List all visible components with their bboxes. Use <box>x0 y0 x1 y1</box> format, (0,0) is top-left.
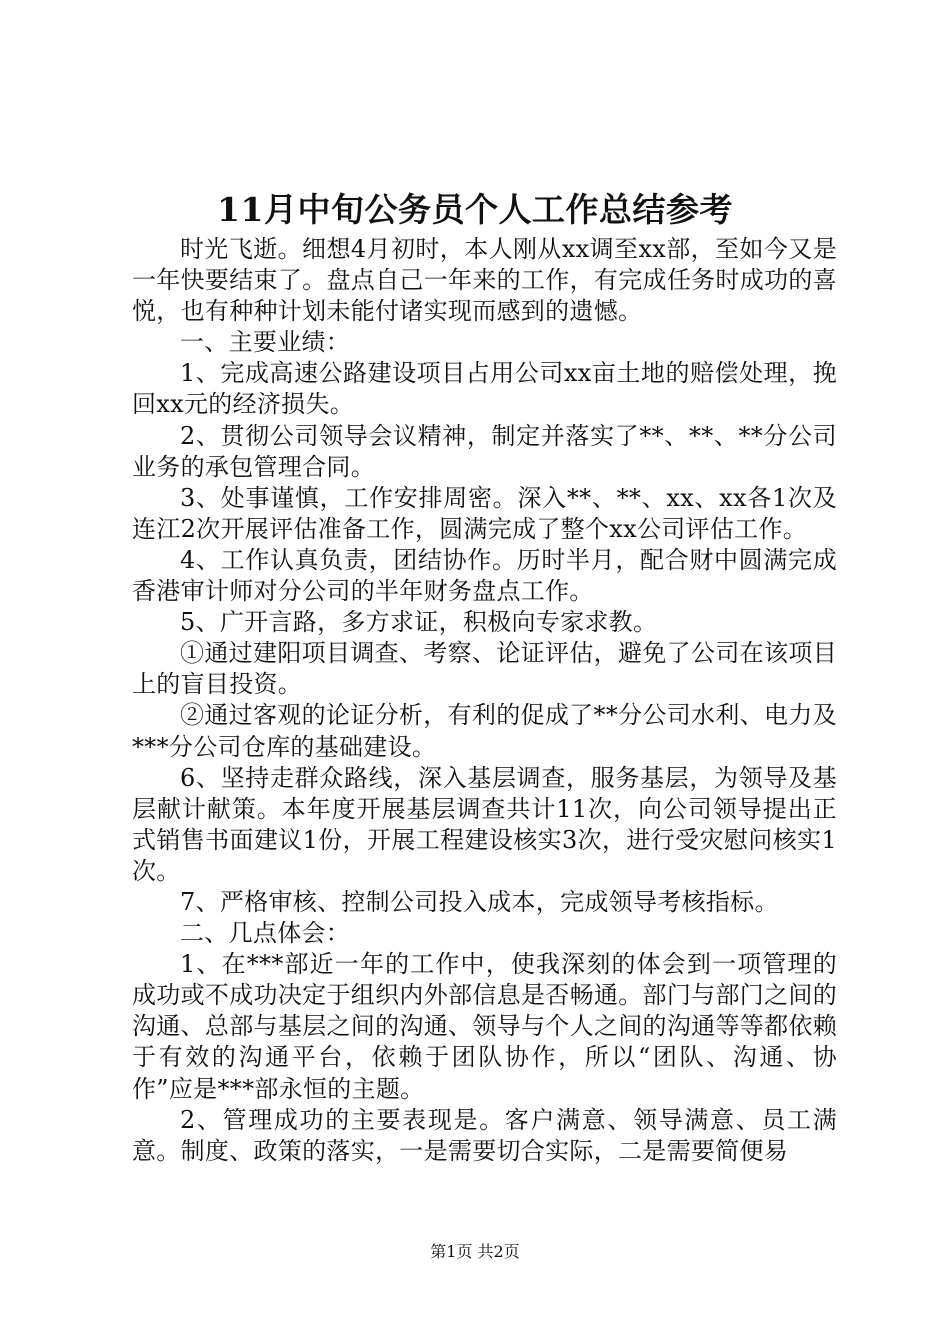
achievement-subitem-2: ②通过客观的论证分析，有利的促成了**分公司水利、电力及***分公司仓库的基础建设。 <box>132 701 837 761</box>
achievement-item-1: 1、完成高速公路建设项目占用公司xx亩土地的赔偿处理，挽回xx元的经济损失。 <box>132 359 837 419</box>
achievement-item-5: 5、广开言路，多方求证，积极向专家求教。 <box>180 608 658 637</box>
achievement-item-6: 6、坚持走群众路线，深入基层调查，服务基层，为领导及基层献计献策。本年度开展基层调查共计11次，向公司领导提出正式销售书面建议1份，开展工程建设核实3次，进行受灾慰问核实1次。 <box>132 763 837 885</box>
achievement-subitem-1: ①通过建阳项目调查、考察、论证评估，避免了公司在该项目上的盲目投资。 <box>132 639 837 699</box>
intro-paragraph: 时光飞逝。细想4月初时，本人刚从xx调至xx部，至如今又是一年快要结束了。盘点自己一年来的工作，有完成任务时成功的喜悦，也有种种计划未能付诸实现而感到的遗憾。 <box>132 235 837 326</box>
document-title: 11月中旬公务员个人工作总结参考 <box>217 190 733 229</box>
achievement-item-7: 7、严格审核、控制公司投入成本，完成领导考核指标。 <box>180 887 779 916</box>
document-body <box>132 234 837 1167</box>
reflection-item-1: 1、在***部近一年的工作中，使我深刻的体会到一项管理的成功或不成功决定于组织内外部信息是否畅通。部门与部门之间的沟通、总部与基层之间的沟通、领导与个人之间的沟通等等都依赖于有效的沟通平台，依赖于团队协作，所以“团队、沟通、协作”应是***部永恒的主题。 <box>132 950 837 1103</box>
page-number-footer: 第1页 共2页 <box>430 1242 520 1261</box>
achievement-item-3: 3、处事谨慎，工作安排周密。深入**、**、xx、xx各1次及连江2次开展评估准备工作，圆满完成了整个xx公司评估工作。 <box>132 483 837 543</box>
achievement-item-4: 4、工作认真负责，团结协作。历时半月，配合财中圆满完成香港审计师对分公司的半年财务盘点工作。 <box>132 545 837 606</box>
reflection-item-2: 2、管理成功的主要表现是。客户满意、领导满意、员工满意。制度、政策的落实，一是需要切合实际，二是需要简便易 <box>132 1105 837 1165</box>
section-heading-achievements: 一、主要业绩： <box>180 328 351 357</box>
section-heading-reflections: 二、几点体会： <box>180 919 351 948</box>
achievement-item-2: 2、贯彻公司领导会议精神，制定并落实了**、**、**分公司业务的承包管理合同。 <box>132 421 837 481</box>
